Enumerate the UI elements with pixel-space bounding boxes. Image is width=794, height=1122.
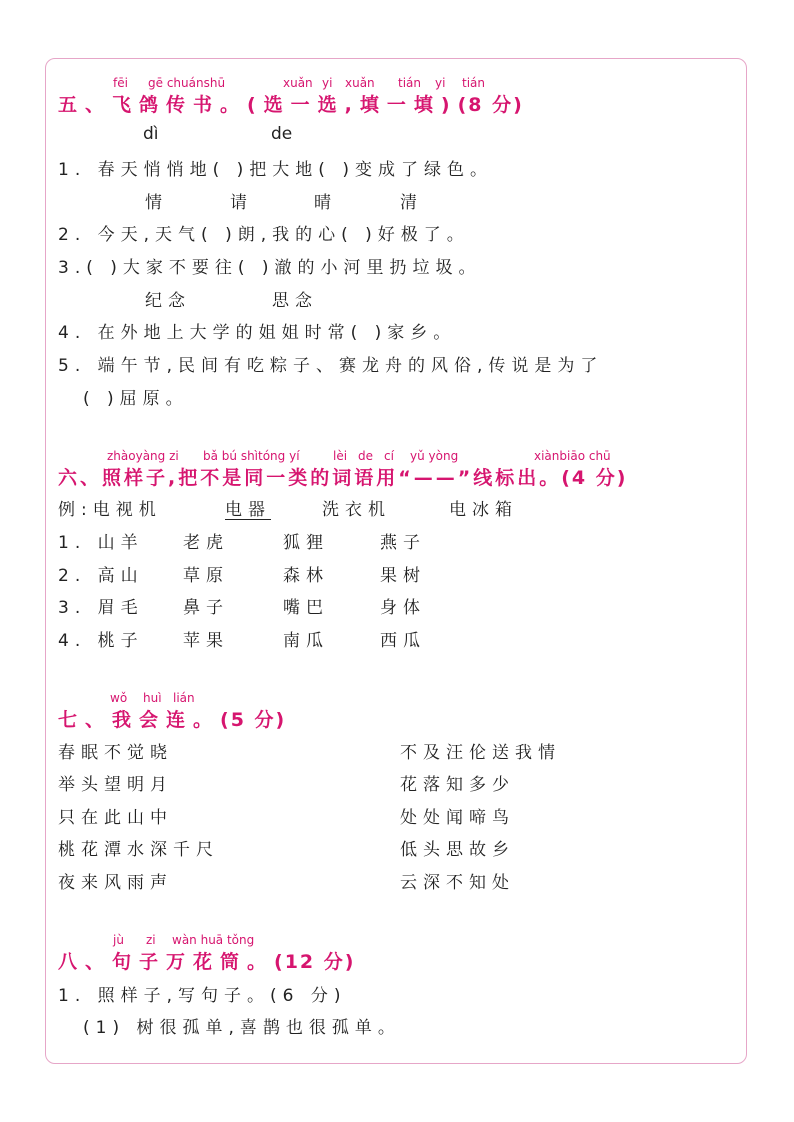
section-5-title: 五、飞鸽传书。(选一选,填一填): [58, 94, 458, 116]
pinyin-tian-1: tián: [398, 76, 421, 90]
example-word-3: 洗衣机: [322, 500, 391, 520]
pinyin-zi: zi: [146, 933, 156, 947]
pinyin-xianbiaochu: xiànbiāo chū: [534, 449, 611, 463]
pinyin-ju: jù: [113, 933, 124, 947]
pinyin-tian-2: tián: [462, 76, 485, 90]
row-3-word-2: 鼻子: [183, 598, 229, 618]
row-4-word-2: 苹果: [183, 631, 229, 651]
example-underlined-word: 电器: [225, 500, 271, 520]
section-5-score: (8 分): [457, 94, 524, 116]
row-2-word-4: 果树: [380, 566, 426, 586]
poem-right-2: 花落知多少: [400, 775, 515, 795]
row-4-word-3: 南瓜: [283, 631, 329, 651]
row-3-word-1: 3. 眉毛: [58, 598, 144, 618]
poem-left-2: 举头望明月: [58, 775, 173, 795]
section-5-heading: [58, 90, 524, 117]
pinyin-lei: lèi: [333, 449, 348, 463]
section-6-score: (4 分): [561, 467, 628, 489]
question-5-5b: ( )屈原。: [83, 389, 189, 409]
sub-question-8-1: 1. 照样子,写句子。(6 分): [58, 986, 347, 1006]
poem-left-4: 桃花潭水深千尺: [58, 840, 219, 860]
row-1-word-1: 1. 山羊: [58, 533, 144, 553]
example-label: 例:电视机: [58, 500, 162, 520]
section-6-heading: [58, 463, 627, 490]
pinyin-ci: cí: [384, 449, 394, 463]
row-1-word-4: 燕子: [380, 533, 426, 553]
pinyin-wo: wǒ: [110, 691, 128, 705]
pinyin-wanhuatong: wàn huā tǒng: [172, 933, 255, 947]
poem-right-4: 低头思故乡: [400, 840, 515, 860]
row-2-word-3: 森林: [283, 566, 329, 586]
row-4-word-1: 4. 桃子: [58, 631, 144, 651]
pinyin-hui: huì: [143, 691, 162, 705]
pinyin-babushitongyi: bǎ bú shìtóng yí: [203, 449, 300, 463]
row-3-word-3: 嘴巴: [283, 598, 329, 618]
row-1-word-2: 老虎: [183, 533, 229, 553]
pinyin-xuan-1: xuǎn: [283, 76, 313, 90]
question-5-3: 3.( )大家不要往( )澈的小河里扔垃圾。: [58, 258, 482, 278]
section-7-score: (5 分): [220, 709, 287, 731]
row-2-word-1: 2. 高山: [58, 566, 144, 586]
pinyin-yuyong: yǔ yòng: [410, 449, 459, 463]
question-5-1: 1. 春天悄悄地( )把大地( )变成了绿色。: [58, 160, 493, 180]
section-8-title: 八、句子万花筒。: [58, 951, 275, 973]
poem-right-3: 处处闻啼鸟: [400, 808, 515, 828]
pinyin-xuan-2: xuǎn: [345, 76, 375, 90]
example-sentence-8-1: (1) 树很孤单,喜鹊也很孤单。: [83, 1018, 401, 1038]
pinyin-de: de: [358, 449, 373, 463]
section-6-title: 六、照样子,把不是同一类的词语用“——”线标出。: [58, 467, 562, 489]
option-de: de: [271, 124, 293, 144]
example-word-4: 电冰箱: [449, 500, 518, 520]
pinyin-lian: lián: [173, 691, 195, 705]
section-7-heading: [58, 705, 286, 732]
question-5-4: 4. 在外地上大学的姐姐时常( )家乡。: [58, 323, 457, 343]
row-2-word-2: 草原: [183, 566, 229, 586]
question-5-2: 2. 今天,天气( )朗,我的心( )好极了。: [58, 225, 470, 245]
section-8-score: (12 分): [274, 951, 356, 973]
question-5-5a: 5. 端午节,民间有吃粽子、赛龙舟的风俗,传说是为了: [58, 356, 604, 376]
poem-left-1: 春眠不觉晓: [58, 743, 173, 763]
pinyin-ge-chuanshu: gē chuánshū: [148, 76, 226, 90]
option-jinian: 纪念: [145, 291, 191, 311]
poem-right-1: 不及汪伦送我情: [400, 743, 561, 763]
option-qing-2: 请: [230, 193, 253, 213]
row-1-word-3: 狐狸: [283, 533, 329, 553]
option-qing-1: 情: [145, 193, 168, 213]
pinyin-yi-2: yi: [435, 76, 446, 90]
row-3-word-4: 身体: [380, 598, 426, 618]
poem-left-3: 只在此山中: [58, 808, 173, 828]
option-qing-3: 晴: [314, 193, 337, 213]
poem-right-5: 云深不知处: [400, 873, 515, 893]
option-sinian: 思念: [272, 291, 318, 311]
pinyin-yi-1: yi: [322, 76, 333, 90]
option-di: dì: [143, 124, 159, 144]
pinyin-fei: fēi: [113, 76, 128, 90]
row-4-word-4: 西瓜: [380, 631, 426, 651]
option-qing-4: 清: [400, 193, 423, 213]
poem-left-5: 夜来风雨声: [58, 873, 173, 893]
pinyin-zhaoyangzi: zhàoyàng zi: [107, 449, 179, 463]
section-7-title: 七、我会连。: [58, 709, 221, 731]
section-8-heading: [58, 947, 355, 974]
